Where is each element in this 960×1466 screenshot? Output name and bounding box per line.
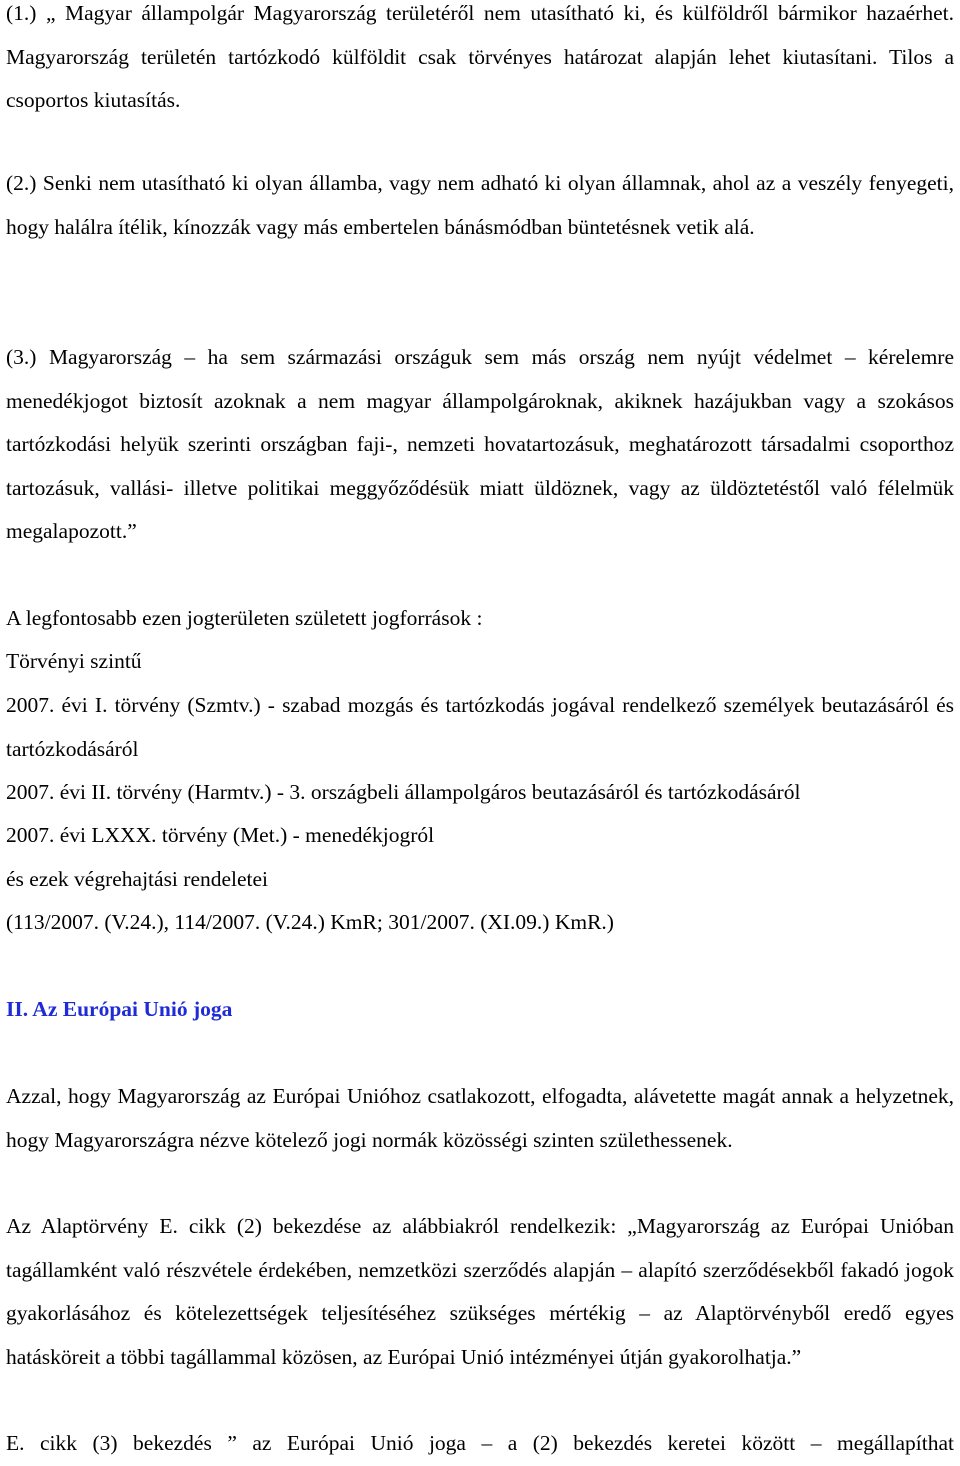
law-item-2: 2007. évi II. törvény (Harmtv.) - 3. országbeli állampolgáros beutazásáról és tartózkodásáról (6, 780, 801, 804)
paragraph-4: Azzal, hogy Magyarország az Európai Unióhoz csatlakozott, elfogadta, alávetette magát annak a helyzetnek, hogy Magyarországra nézve kötelező jogi normák közösségi szinten születhessenek. (6, 1084, 954, 1152)
paragraph-2: (2.) Senki nem utasítható ki olyan államba, vagy nem adható ki olyan államnak, ahol az a veszély fenyegeti, hogy halálra ítélik, kínozzák vagy más embertelen bánásmódban büntetésnek vetik alá. (6, 171, 954, 239)
section-heading: II. Az Európai Unió joga (6, 997, 233, 1021)
decrees-intro: és ezek végrehajtási rendeletei (6, 867, 269, 891)
statutory-level-label: Törvényi szintű (6, 649, 142, 673)
law-item-1: 2007. évi I. törvény (Szmtv.) - szabad mozgás és tartózkodás jogával rendelkező személyek beutazásáról és tartózkodásáról (6, 693, 954, 761)
paragraph-1: (1.) „ Magyar állampolgár Magyarország területéről nem utasítható ki, és külföldről bármikor hazaérhet. Magyarország területén tartózkodó külföldit csak törvényes határozat alapján lehet kiutasítani. Tilos a csoportos kiutasítás. (6, 1, 954, 112)
paragraph-6: E. cikk (3) bekezdés ” az Európai Unió joga – a (2) bekezdés keretei között – megállapíthat (6, 1431, 954, 1455)
law-item-3: 2007. évi LXXX. törvény (Met.) - menedékjogról (6, 823, 435, 847)
paragraph-5: Az Alaptörvény E. cikk (2) bekezdése az alábbiakról rendelkezik: „Magyarország az Európai Unióban tagállamként való részvétele érdekében, nemzetközi szerződés alapján – alapító szerződésekből fakadó jogok gyakorlásához és kötelezettségek teljesítéséhez szükséges mértékig – az Alaptörvényből eredő egyes hatásköreit a többi tagállammal közösen, az Európai Unió intézményei útján gyakorolhatja.” (6, 1214, 954, 1369)
decrees-list: (113/2007. (V.24.), 114/2007. (V.24.) KmR; 301/2007. (XI.09.) KmR.) (6, 910, 614, 934)
paragraph-3: (3.) Magyarország – ha sem származási országuk sem más ország nem nyújt védelmet – kérelemre menedékjogot biztosít azoknak a nem magyar állampolgároknak, akiknek hazájukban vagy a szokásos tartózkodási helyük szerinti országban faji-, nemzeti hovatartozásuk, meghatározott társadalmi csoporthoz tartozásuk, vallási- illetve politikai meggyőződésük miatt üldöznek, vagy az üldöztetéstől való félelmük megalapozott.” (6, 345, 954, 543)
sources-intro: A legfontosabb ezen jogterületen született jogforrások : (6, 606, 483, 630)
